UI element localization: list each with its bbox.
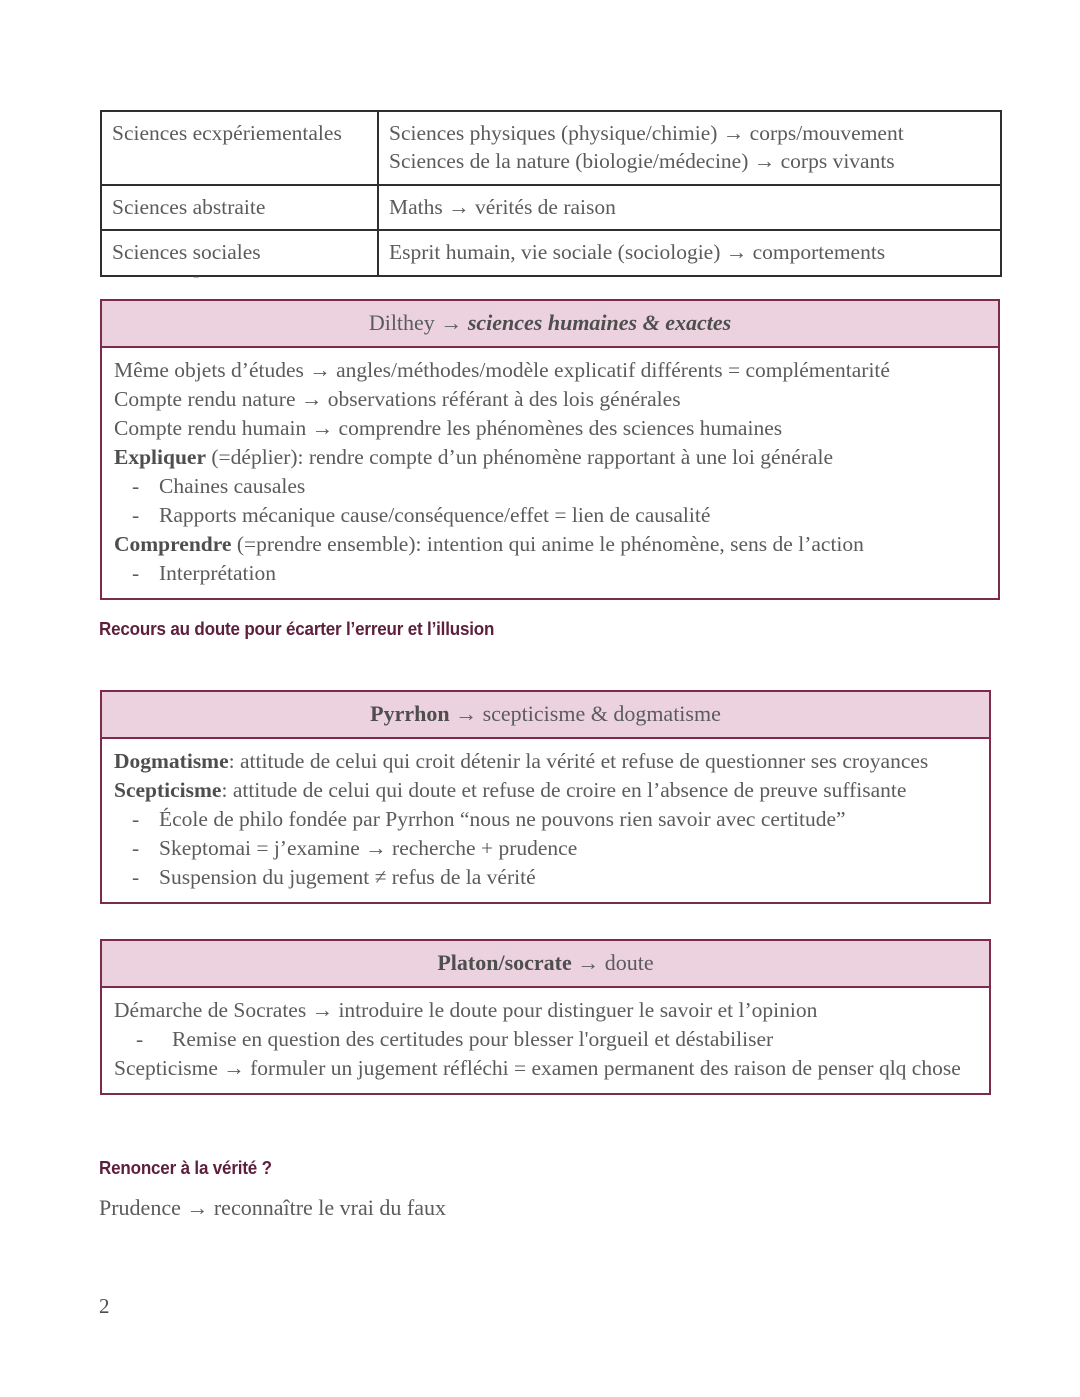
dilthey-header-plain: Dilthey → [368, 310, 468, 335]
dilthey-card-header [102, 301, 998, 348]
platon-header-rest: → doute [571, 950, 654, 975]
prudence-line: Prudence → reconnaître le vrai du faux [99, 1195, 446, 1220]
comprendre-definition: (=prendre ensemble): intention qui anime le phénomène, sens de l’action [231, 531, 864, 556]
pyrrhon-card-body [102, 739, 989, 902]
table-row [101, 185, 1001, 230]
dogmatisme-definition: : attitude de celui qui croit détenir la vérité et refuse de questionner ses croyances [228, 749, 929, 774]
section-heading-recours-au-doute: Recours au doute pour écarter l’erreur et l’illusion [99, 618, 495, 639]
dogmatisme-term: Dogmatisme [114, 749, 229, 774]
sciences-classification-table [100, 110, 1002, 277]
dilthey-line: Même objets d’études → angles/méthodes/modèle explicatif différents = complémentarité [114, 358, 890, 383]
sciences-row-value-line: Maths → vérités de raison [389, 194, 616, 219]
expliquer-term: Expliquer [114, 445, 206, 470]
bullet-dash-icon: - [132, 836, 140, 861]
list-item-label: Skeptomai = j’examine → recherche + prudence [159, 836, 578, 861]
bullet-dash-icon: - [132, 807, 140, 832]
stray-hyphen-mark: - [193, 266, 200, 287]
pyrrhon-card [100, 690, 991, 904]
platon-line: Scepticisme → formuler un jugement réfléchi = examen permanent des raison de penser qlq chose [114, 1056, 961, 1081]
bullet-dash-icon: - [132, 474, 140, 499]
pyrrhon-header-rest: → scepticisme & dogmatisme [449, 701, 721, 726]
list-item [114, 559, 986, 588]
expliquer-definition: (=déplier): rendre compte d’un phénomène rapportant à une loi générale [206, 445, 833, 470]
platon-line: Démarche de Socrates → introduire le doute pour distinguer le savoir et l’opinion [114, 998, 818, 1023]
dilthey-card [100, 299, 1000, 600]
scepticisme-definition: : attitude de celui qui doute et refuse de croire en l’absence de preuve suffisante [221, 778, 907, 803]
list-item [114, 863, 977, 892]
bullet-dash-icon: - [136, 1027, 144, 1052]
dilthey-expliquer-line [114, 443, 986, 472]
bullet-dash-icon: - [132, 560, 140, 585]
sciences-row-value-line: Esprit humain, vie sociale (sociologie) → comportements [389, 240, 886, 265]
dilthey-line: Compte rendu nature → observations référant à des lois générales [114, 387, 681, 412]
list-item [114, 472, 986, 501]
list-item-label: École de philo fondée par Pyrrhon “nous ne pouvons rien savoir avec certitude” [159, 807, 846, 832]
list-item [114, 501, 986, 530]
dilthey-comprendre-line [114, 530, 986, 559]
sciences-row-label: Sciences sociales [101, 230, 378, 275]
platon-card-body [102, 988, 989, 1093]
pyrrhon-header-name: Pyrrhon [370, 701, 450, 726]
pyrrhon-card-header [102, 692, 989, 739]
table-row [101, 111, 1001, 185]
platon-socrate-card [100, 939, 991, 1095]
list-item-label: Interprétation [159, 560, 277, 585]
sciences-row-value-line: Sciences de la nature (biologie/médecine) → corps vivants [389, 149, 895, 174]
sciences-row-label: Sciences abstraite [101, 185, 378, 230]
platon-card-header [102, 941, 989, 988]
list-item [114, 805, 977, 834]
scepticisme-line [114, 776, 977, 805]
list-item-label: Chaines causales [159, 474, 306, 499]
scepticisme-term: Scepticisme [114, 778, 222, 803]
sciences-row-value [378, 230, 1001, 275]
dogmatisme-line [114, 747, 977, 776]
list-item-label: Remise en question des certitudes pour blesser l'orgueil et déstabiliser [172, 1027, 774, 1052]
table-row [101, 230, 1001, 275]
page-number: 2 [99, 1294, 110, 1318]
list-item-label: Suspension du jugement ≠ refus de la vérité [159, 865, 536, 890]
dilthey-line: Compte rendu humain → comprendre les phénomènes des sciences humaines [114, 416, 783, 441]
list-item-label: Rapports mécanique cause/conséquence/effet = lien de causalité [159, 502, 711, 527]
section-heading-renoncer: Renoncer à la vérité ? [99, 1157, 272, 1178]
comprendre-term: Comprendre [114, 531, 232, 556]
sciences-row-value-line: Sciences physiques (physique/chimie) → corps/mouvement [389, 121, 904, 145]
bullet-dash-icon: - [132, 865, 140, 890]
sciences-row-label: Sciences ecxpériementales [101, 111, 378, 185]
dilthey-header-emphasis: sciences humaines & exactes [467, 310, 732, 335]
sciences-row-value [378, 111, 1001, 185]
bullet-dash-icon: - [132, 502, 140, 527]
dilthey-card-body [102, 348, 998, 597]
list-item [114, 834, 977, 863]
sciences-row-value [378, 185, 1001, 230]
list-item [114, 1025, 977, 1054]
platon-header-name: Platon/socrate [437, 950, 572, 975]
